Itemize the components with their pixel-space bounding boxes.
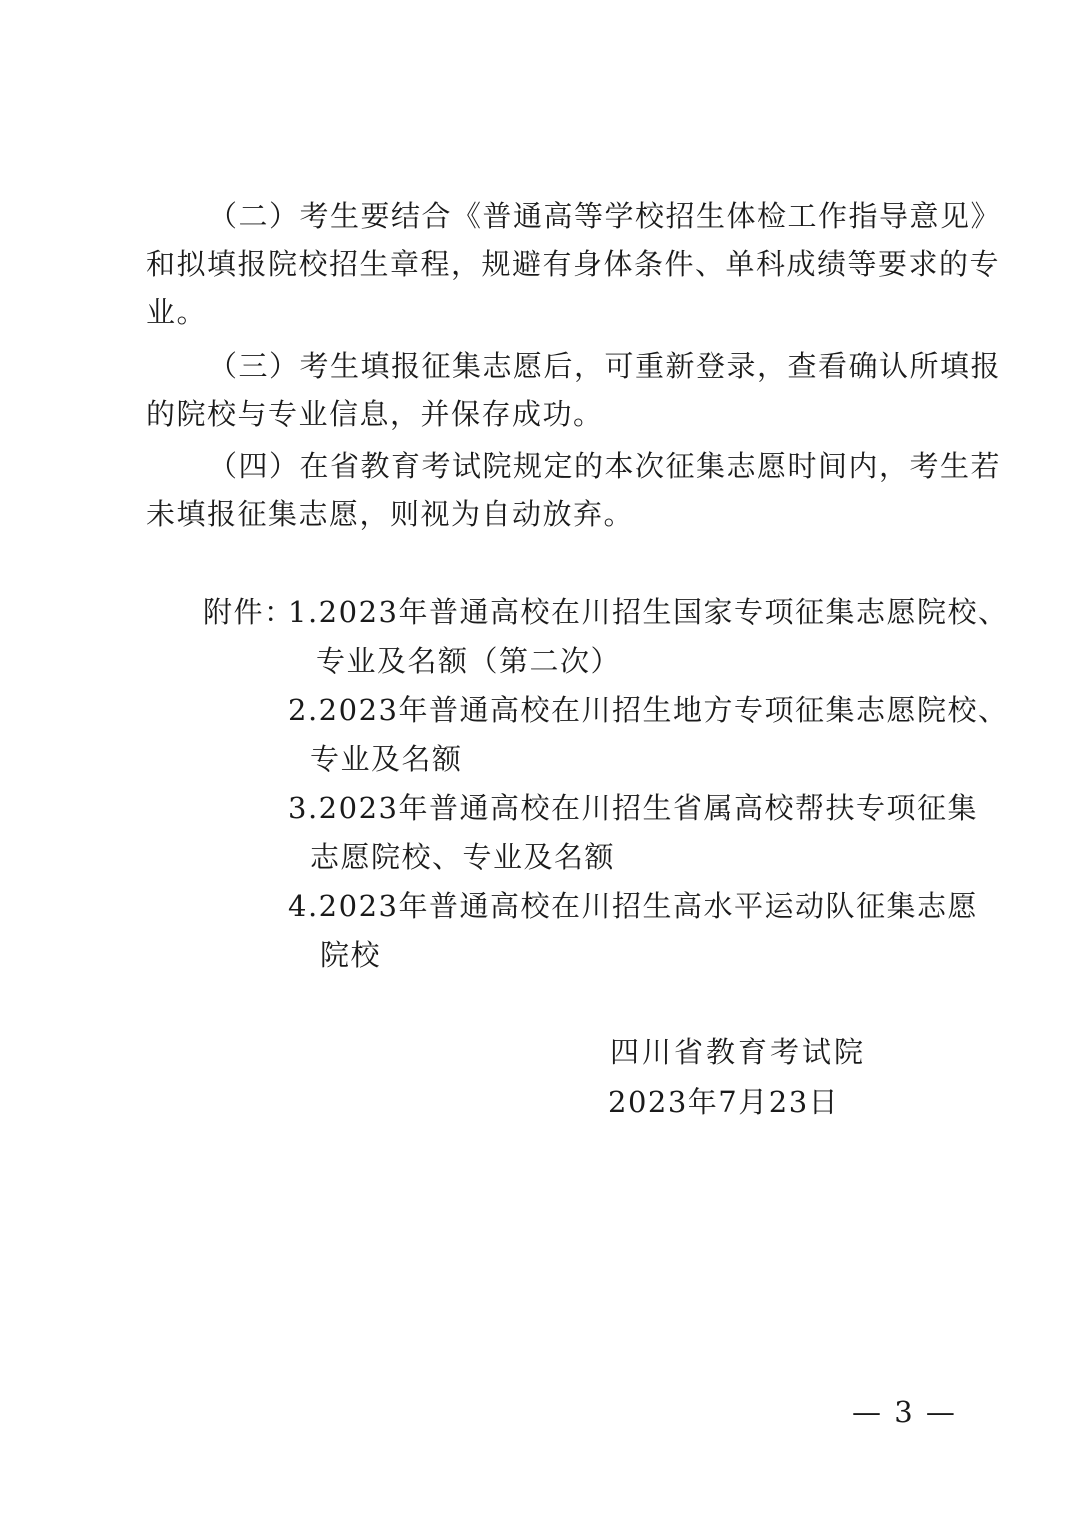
attachment-item-4 xyxy=(288,886,978,975)
attachment-title-line: 专业及名额（第二次） xyxy=(316,644,622,678)
issuing-organization: 四川省教育考试院 xyxy=(610,1035,867,1069)
attachment-item-2 xyxy=(288,690,1009,779)
paragraph-relogin-confirm xyxy=(146,346,1002,442)
attachment-item-1 xyxy=(288,592,1009,681)
attachment-title-line: 志愿院校、专业及名额 xyxy=(310,840,616,874)
attachment-title-line: 4.2023年普通高校在川招生高水平运动队征集志愿 xyxy=(288,889,978,923)
attachment-title-line: 3.2023年普通高校在川招生省属高校帮扶专项征集 xyxy=(288,791,978,825)
paragraph-line: 的院校与专业信息，并保存成功。 xyxy=(146,397,604,431)
paragraph-line: 业。 xyxy=(146,295,208,329)
issue-date: 2023年7月23日 xyxy=(608,1085,840,1119)
paragraph-line: （四）在省教育考试院规定的本次征集志愿时间内，考生若 xyxy=(208,449,1002,483)
paragraph-line: （二）考生要结合《普通高等学校招生体检工作指导意见》 xyxy=(208,199,1002,233)
paragraph-line: 未填报征集志愿，则视为自动放弃。 xyxy=(146,497,635,531)
attachment-title-line: 院校 xyxy=(320,938,382,972)
page-number: — 3 — xyxy=(852,1395,957,1429)
attachment-item-3 xyxy=(288,788,978,877)
paragraph-line: 和拟填报院校招生章程，规避有身体条件、单科成绩等要求的专 xyxy=(146,247,1001,281)
attachment-title-line: 2.2023年普通高校在川招生地方专项征集志愿院校、 xyxy=(288,693,1009,727)
paragraph-physical-exam xyxy=(146,196,1002,340)
attachment-title-line: 专业及名额 xyxy=(310,742,463,776)
paragraph-line: （三）考生填报征集志愿后，可重新登录，查看确认所填报 xyxy=(208,349,1002,383)
attachments-label: 附件： xyxy=(203,595,295,629)
attachment-title-line: 1.2023年普通高校在川招生国家专项征集志愿院校、 xyxy=(288,595,1009,629)
paragraph-auto-abandon xyxy=(146,446,1002,542)
